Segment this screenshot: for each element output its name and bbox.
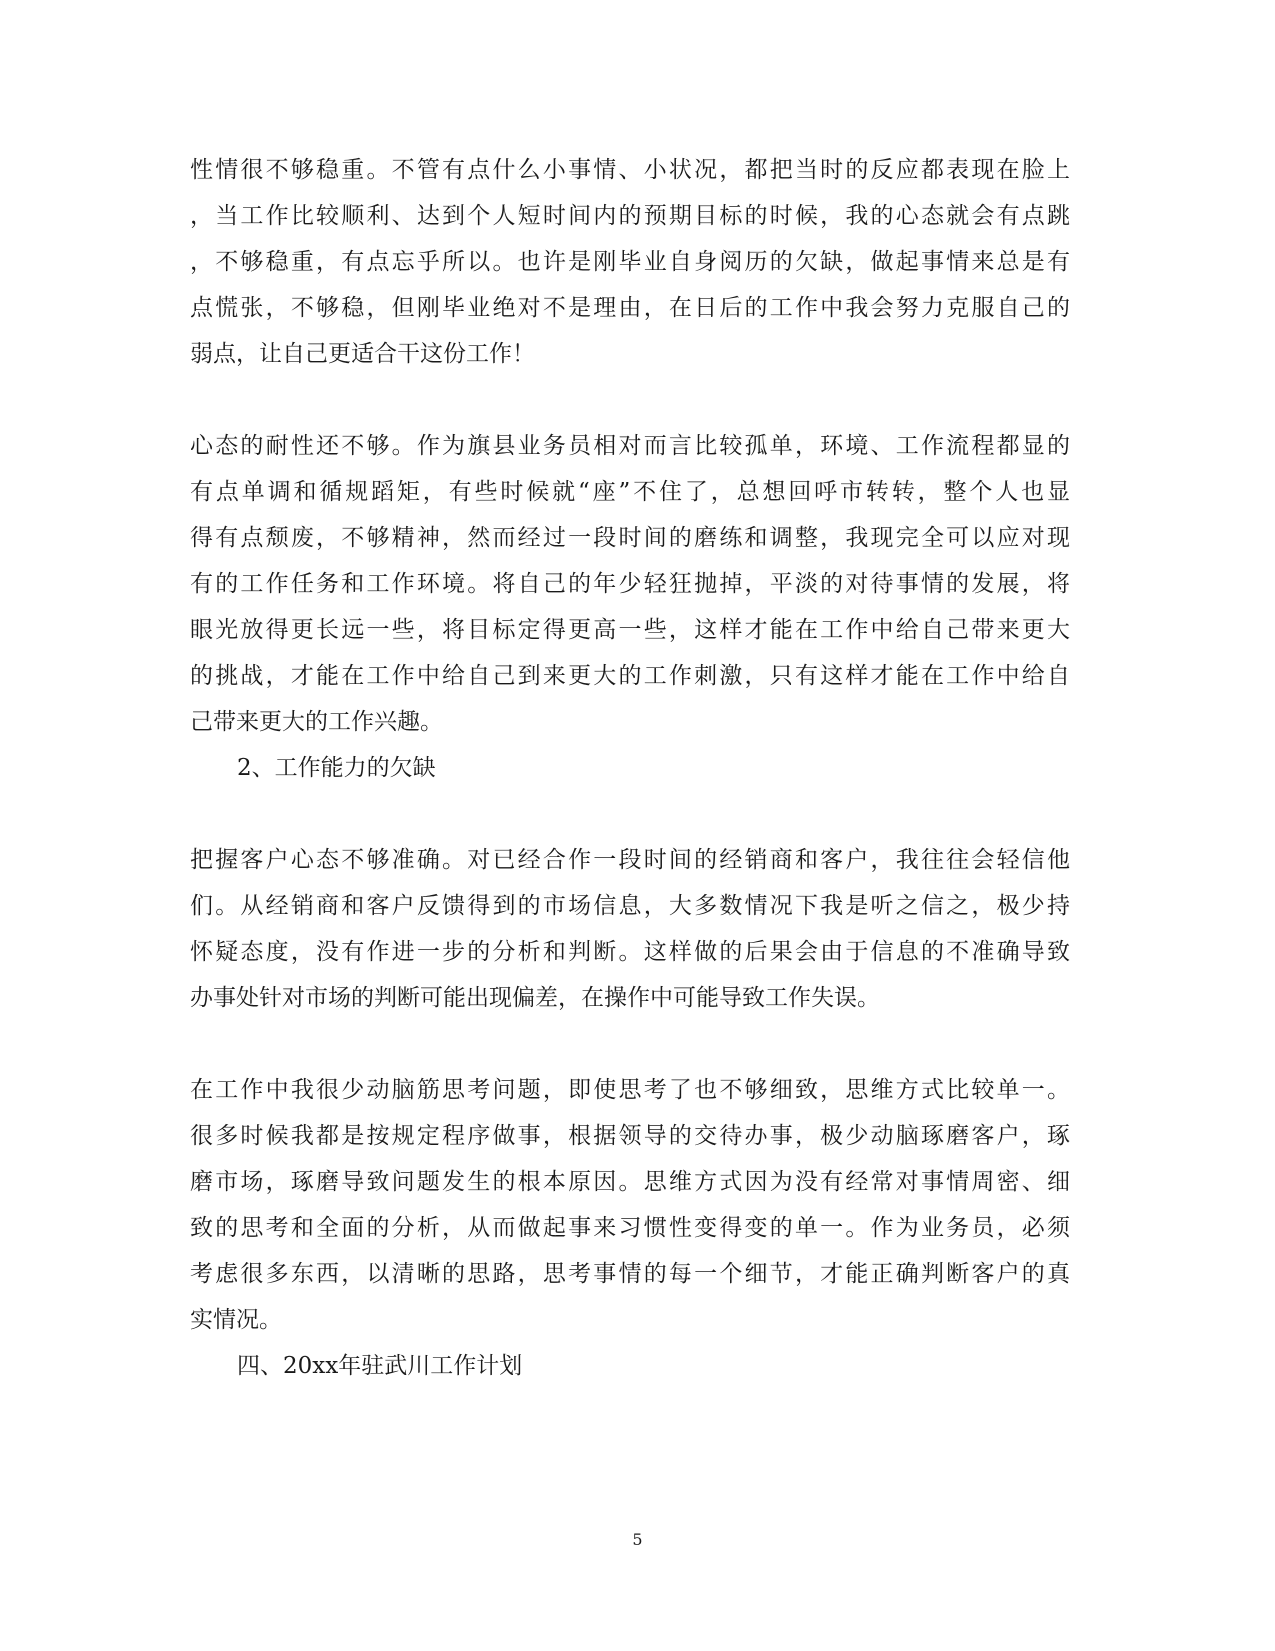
paragraph-2-line-2: 有点单调和循规蹈矩，有些时候就“座”不住了，总想回呼市转转，整个人也显	[190, 479, 1070, 505]
paragraph-2-line-7: 己带来更大的工作兴趣。	[190, 709, 443, 735]
paragraph-3-line-1: 把握客户心态不够准确。对已经合作一段时间的经销商和客户，我往往会轻信他	[190, 847, 1070, 873]
paragraph-1-line-2: ，当工作比较顺利、达到个人短时间内的预期目标的时候，我的心态就会有点跳	[190, 203, 1070, 229]
paragraph-1-line-3: ，不够稳重，有点忘乎所以。也许是刚毕业自身阅历的欠缺，做起事情来总是有	[190, 249, 1070, 275]
page-number: 5	[632, 1530, 643, 1549]
paragraph-2-line-1: 心态的耐性还不够。作为旗县业务员相对而言比较孤单，环境、工作流程都显的	[190, 433, 1070, 459]
paragraph-1-line-4: 点慌张，不够稳，但刚毕业绝对不是理由，在日后的工作中我会努力克服自己的	[190, 295, 1070, 321]
paragraph-4-line-5: 考虑很多东西，以清晰的思路，思考事情的每一个细节，才能正确判断客户的真	[190, 1261, 1070, 1287]
paragraph-1-line-5: 弱点，让自己更适合干这份工作！	[190, 341, 535, 367]
paragraph-2-line-5: 眼光放得更长远一些，将目标定得更高一些，这样才能在工作中给自己带来更大	[190, 617, 1070, 643]
paragraph-2-line-4: 有的工作任务和工作环境。将自己的年少轻狂抛掉，平淡的对待事情的发展，将	[190, 571, 1070, 597]
paragraph-2-line-6: 的挑战，才能在工作中给自己到来更大的工作刺激，只有这样才能在工作中给自	[190, 663, 1070, 689]
paragraph-3-line-3: 怀疑态度，没有作进一步的分析和判断。这样做的后果会由于信息的不准确导致	[190, 939, 1070, 965]
paragraph-4-line-3: 磨市场，琢磨导致问题发生的根本原因。思维方式因为没有经常对事情周密、细	[190, 1169, 1070, 1195]
paragraph-3-line-4: 办事处针对市场的判断可能出现偏差，在操作中可能导致工作失误。	[190, 985, 880, 1011]
paragraph-4-line-2: 很多时候我都是按规定程序做事，根据领导的交待办事，极少动脑琢磨客户，琢	[190, 1123, 1070, 1149]
section-heading-ability: 2、工作能力的欠缺	[237, 755, 436, 781]
paragraph-3-line-2: 们。从经销商和客户反馈得到的市场信息，大多数情况下我是听之信之，极少持	[190, 893, 1070, 919]
paragraph-2-line-3: 得有点颓废，不够精神，然而经过一段时间的磨练和调整，我现完全可以应对现	[190, 525, 1070, 551]
paragraph-4-line-4: 致的思考和全面的分析，从而做起事来习惯性变得变的单一。作为业务员，必须	[190, 1215, 1070, 1241]
paragraph-1-line-1: 性情很不够稳重。不管有点什么小事情、小状况，都把当时的反应都表现在脸上	[190, 157, 1070, 183]
paragraph-4-line-1: 在工作中我很少动脑筋思考问题，即使思考了也不够细致，思维方式比较单一。	[190, 1077, 1070, 1103]
section-heading-plan: 四、20xx年驻武川工作计划	[237, 1353, 523, 1379]
paragraph-4-line-6: 实情况。	[190, 1307, 282, 1333]
